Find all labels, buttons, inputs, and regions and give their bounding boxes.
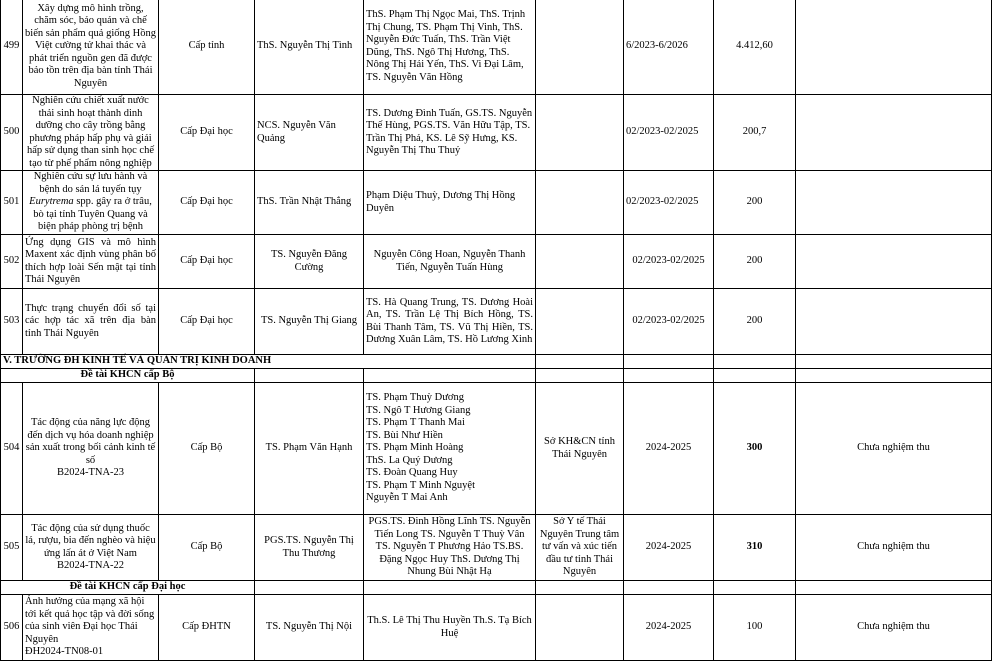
project-code: B2024-TNA-23 — [56, 467, 125, 479]
project-lead: ThS. Trần Nhật Thắng — [255, 171, 364, 235]
table-row — [1, 289, 992, 355]
project-title — [23, 171, 159, 235]
row-number: 504 — [1, 383, 23, 515]
project-partner — [536, 595, 624, 661]
project-title: Xây dựng mô hình trồng, chăm sóc, bảo quản và chế biến sản phẩm quả giống Hồng Việt cường tử khai thác và phát triển nguồn gen đã được bảo tồn trên địa bàn tỉnh Thái Nguyên — [23, 0, 159, 95]
row-number: 499 — [1, 0, 23, 95]
title-part: spp. gây ra ở trâu, bò tại tỉnh Tuyên Quang và biện pháp phòng trị bệnh — [33, 196, 152, 233]
project-budget: 300 — [714, 383, 796, 515]
project-title — [23, 515, 159, 581]
project-level: Cấp Đại học — [159, 95, 255, 171]
project-partner: Sở KH&CN tỉnh Thái Nguyên — [536, 383, 624, 515]
project-status — [796, 235, 992, 289]
project-partner — [536, 289, 624, 355]
project-members: Nguyễn Công Hoan, Nguyễn Thanh Tiến, Nguyễn Tuấn Hùng — [364, 235, 536, 289]
group-header-row — [1, 369, 992, 383]
project-status — [796, 0, 992, 95]
member: TS. Phạm T Thanh Mai — [366, 417, 465, 429]
project-period: 02/2023-02/2025 — [624, 171, 714, 235]
project-members: PGS.TS. Đinh Hồng Lĩnh TS. Nguyễn Tiến Long TS. Nguyễn T Thuỳ Vân TS. Nguyễn T Phương Hảo TS.BS. Đặng Ngọc Huy ThS. Dương Thị Nhung Bùi Nhật Hạ — [364, 515, 536, 581]
project-lead: ThS. Nguyễn Thị Tình — [255, 0, 364, 95]
row-number: 506 — [1, 595, 23, 661]
project-period: 02/2023-02/2025 — [624, 289, 714, 355]
project-lead: PGS.TS. Nguyễn Thị Thu Thương — [255, 515, 364, 581]
project-lead: NCS. Nguyễn Văn Quảng — [255, 95, 364, 171]
project-level: Cấp Bộ — [159, 383, 255, 515]
project-partner — [536, 0, 624, 95]
group-header-row — [1, 581, 992, 595]
project-period: 2024-2025 — [624, 595, 714, 661]
row-number: 502 — [1, 235, 23, 289]
project-title: Ứng dụng GIS và mô hình Maxent xác định vùng phân bố thích hợp loài Sến mật tại tỉnh Thái Nguyên — [23, 235, 159, 289]
project-lead: TS. Nguyễn Thị Nội — [255, 595, 364, 661]
title-text: Ảnh hưởng của mạng xã hội tới kết quả học tập và đời sống của sinh viên Đại học Thái Nguyên — [25, 596, 155, 645]
project-members: TS. Dương Đình Tuấn, GS.TS. Nguyễn Thế Hùng, PGS.TS. Văn Hữu Tập, TS. Trần Thị Phả, KS. Lê Sỹ Hưng, KS. Nguyễn Thị Thu Thuỷ — [364, 95, 536, 171]
project-code: B2024-TNA-22 — [56, 560, 125, 571]
project-partner — [536, 235, 624, 289]
member: TS. Bùi Như Hiền — [366, 429, 443, 441]
member: TS. Phạm Minh Hoàng — [366, 442, 464, 454]
member: TS. Ngô T Hương Giang — [366, 404, 471, 416]
project-status: Chưa nghiệm thu — [796, 383, 992, 515]
project-budget: 200,7 — [714, 95, 796, 171]
project-code: ĐH2024-TN08-01 — [25, 646, 104, 658]
project-level: Cấp ĐHTN — [159, 595, 255, 661]
table-row — [1, 0, 992, 95]
project-title: Thực trạng chuyển đổi số tại các hợp tác xã trên địa bàn tỉnh Thái Nguyên — [23, 289, 159, 355]
project-budget: 4.412,60 — [714, 0, 796, 95]
project-period: 02/2023-02/2025 — [624, 235, 714, 289]
project-members: ThS. Phạm Thị Ngọc Mai, ThS. Trịnh Thị Chung, TS. Phạm Thị Vinh, ThS. Nguyễn Đức Tuấn, ThS. Trần Việt Dũng, ThS. Ngô Thị Hương, ThS. Nông Thị Hải Yến, ThS. Vi Đại Lâm, TS. Nguyễn Văn Hồng — [364, 0, 536, 95]
title-text: Tác động của sử dụng thuốc lá, rượu, bia đến nghèo và hiệu ứng lấn át ở Việt Nam — [25, 522, 156, 559]
member: TS. Đoàn Quang Huy — [366, 467, 458, 479]
project-title — [23, 595, 159, 661]
project-level: Cấp Bộ — [159, 515, 255, 581]
project-level: Cấp tỉnh — [159, 0, 255, 95]
row-number: 500 — [1, 95, 23, 171]
table-row — [1, 515, 992, 581]
table-row — [1, 235, 992, 289]
project-budget: 200 — [714, 235, 796, 289]
project-status — [796, 171, 992, 235]
project-budget: 100 — [714, 595, 796, 661]
project-status: Chưa nghiệm thu — [796, 595, 992, 661]
project-title — [23, 383, 159, 515]
project-level: Cấp Đại học — [159, 171, 255, 235]
project-period: 02/2023-02/2025 — [624, 95, 714, 171]
group-title: Đề tài KHCN cấp Đại học — [1, 581, 255, 595]
project-members: TS. Hà Quang Trung, TS. Dương Hoài An, TS. Trần Lệ Thị Bích Hồng, TS. Bùi Thanh Tâm, TS. Vũ Thị Hiền, TS. Dương Xuân Lâm, TS. Hồ Lương Xinh — [364, 289, 536, 355]
project-period: 2024-2025 — [624, 515, 714, 581]
species-name: Eurytrema — [29, 196, 74, 208]
project-partner: Sở Y tế Thái Nguyên Trung tâm tư vấn và xúc tiến đầu tư tỉnh Thái Nguyên — [536, 515, 624, 581]
section-title: V. TRƯỜNG ĐH KINH TẾ VÀ QUẢN TRỊ KINH DOANH — [1, 355, 364, 369]
row-number: 503 — [1, 289, 23, 355]
project-budget: 200 — [714, 289, 796, 355]
table-row — [1, 171, 992, 235]
project-period: 6/2023-6/2026 — [624, 0, 714, 95]
project-members: Phạm Diệu Thuỳ, Dương Thị Hồng Duyên — [364, 171, 536, 235]
member: ThS. La Quý Dương — [366, 454, 453, 466]
member: TS. Phạm Thuỳ Dương — [366, 392, 464, 404]
project-lead: TS. Nguyễn Thị Giang — [255, 289, 364, 355]
project-members: Th.S. Lê Thị Thu Huyền Th.S. Tạ Bích Huệ — [364, 595, 536, 661]
project-status — [796, 95, 992, 171]
project-level: Cấp Đại học — [159, 235, 255, 289]
project-members — [364, 383, 536, 515]
row-number: 501 — [1, 171, 23, 235]
project-budget: 310 — [714, 515, 796, 581]
project-status — [796, 289, 992, 355]
project-partner — [536, 171, 624, 235]
title-text: Tác động của năng lực động đến dịch vụ hóa doanh nghiệp sản xuất trong bối cảnh kinh tế số — [25, 417, 156, 466]
project-lead: TS. Nguyễn Đăng Cường — [255, 235, 364, 289]
table-row — [1, 595, 992, 661]
project-period: 2024-2025 — [624, 383, 714, 515]
section-header-row — [1, 355, 992, 369]
row-number: 505 — [1, 515, 23, 581]
project-lead: TS. Phạm Văn Hạnh — [255, 383, 364, 515]
project-title: Nghiên cứu chiết xuất nước thải sinh hoạt thành dinh dưỡng cho cây trồng bằng phương pháp hấp phụ và giải hấp sử dụng than sinh học chế tạo từ phế phẩm nông nghiệp — [23, 95, 159, 171]
project-budget: 200 — [714, 171, 796, 235]
title-part: Nghiên cứu sự lưu hành và bệnh do sán lá tuyến tụy — [33, 171, 148, 195]
table-row — [1, 383, 992, 515]
table-row — [1, 95, 992, 171]
project-status: Chưa nghiệm thu — [796, 515, 992, 581]
group-title: Đề tài KHCN cấp Bộ — [1, 369, 255, 383]
member: TS. Phạm T Minh Nguyệt — [366, 479, 475, 491]
project-level: Cấp Đại học — [159, 289, 255, 355]
member: Nguyễn T Mai Anh — [366, 492, 448, 504]
project-partner — [536, 95, 624, 171]
